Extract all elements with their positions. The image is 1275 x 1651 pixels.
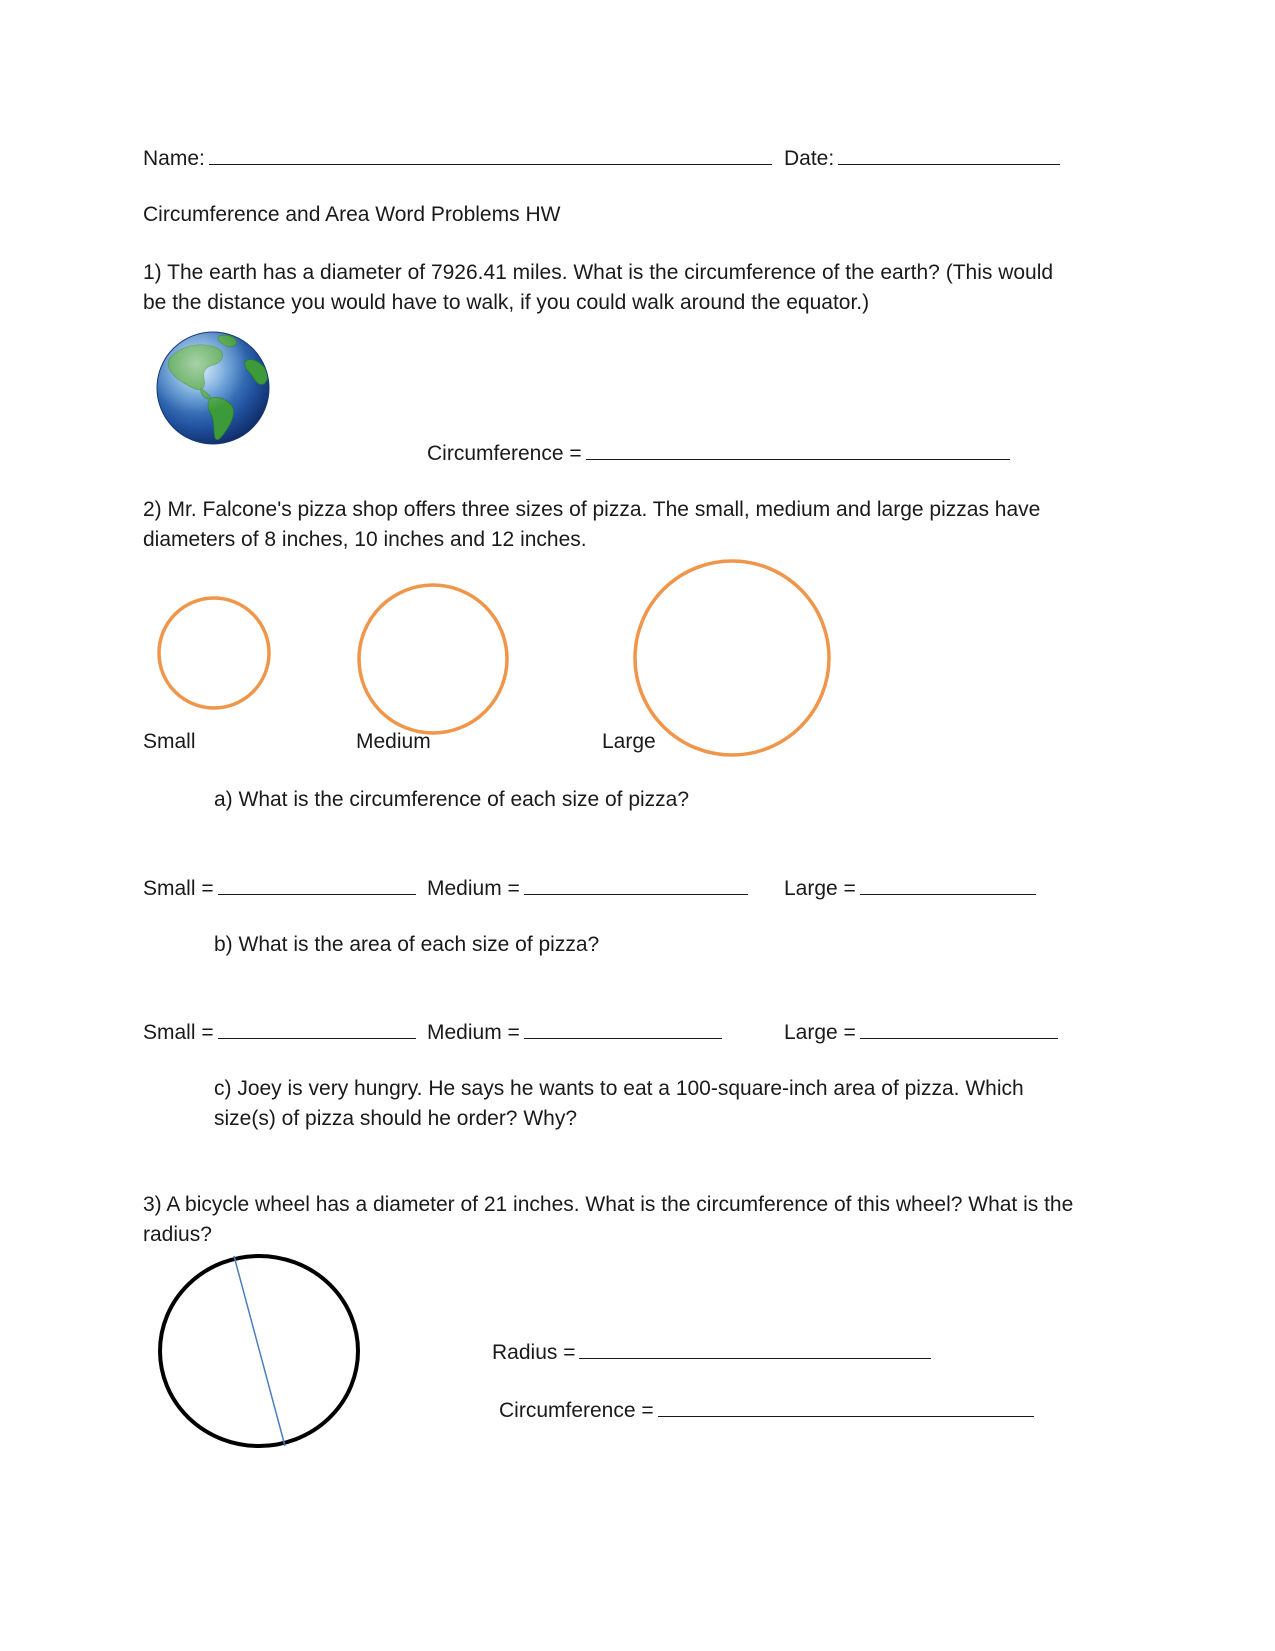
q3-radius-label: Radius = [492,1341,576,1364]
part-b-question: b) What is the area of each size of pizza? [214,933,600,956]
medium-pizza-circle [359,585,507,733]
part-a-question: a) What is the circumference of each size of pizza? [214,788,690,811]
q3-circumference-answer[interactable] [499,1394,1034,1426]
part-b-medium-blank[interactable] [524,1016,722,1039]
q1-circumference-blank[interactable] [586,437,1010,460]
question-1-text: 1) The earth has a diameter of 7926.41 miles. What is the circumference of the earth? (This would be the distance you would have to walk, if you could walk around the equator.) [143,261,1054,314]
date-label: Date: [784,147,835,170]
earth-globe-icon [155,330,271,446]
part-b-small-label: Small = [143,1021,214,1044]
pizza-sizes-diagram [150,560,850,760]
medium-pizza-label: Medium [356,730,431,753]
part-c-question: c) Joey is very hungry. He says he wants to eat a 100-square-inch area of pizza. Which size(s) of pizza should he order? Why? [214,1077,1024,1130]
date-field[interactable] [784,142,1060,174]
part-a-small-answer[interactable] [143,872,416,904]
question-3-text: 3) A bicycle wheel has a diameter of 21 inches. What is the circumference of this wheel? What is the radius? [143,1193,1074,1246]
part-a-large-blank[interactable] [860,872,1036,895]
bicycle-wheel-diagram [150,1250,370,1460]
small-pizza-label: Small [143,730,196,753]
part-a-medium-answer[interactable] [427,872,748,904]
part-b-large-answer[interactable] [784,1016,1058,1048]
name-label: Name: [143,147,205,170]
part-b-small-blank[interactable] [218,1016,416,1039]
large-pizza-circle [635,561,829,755]
part-b-large-blank[interactable] [860,1016,1058,1039]
part-a-large-label: Large = [784,877,856,900]
part-b-medium-answer[interactable] [427,1016,722,1048]
q3-circumference-label: Circumference = [499,1399,654,1422]
part-b-large-label: Large = [784,1021,856,1044]
q1-circumference-label: Circumference = [427,442,582,465]
worksheet-title: Circumference and Area Word Problems HW [143,203,561,226]
part-a-small-blank[interactable] [218,872,416,895]
part-a-small-label: Small = [143,877,214,900]
q3-radius-answer[interactable] [492,1336,931,1368]
wheel-diameter-line [234,1256,285,1446]
part-b-small-answer[interactable] [143,1016,416,1048]
part-b-medium-label: Medium = [427,1021,520,1044]
q3-radius-blank[interactable] [579,1336,931,1359]
question-2-text: 2) Mr. Falcone's pizza shop offers three sizes of pizza. The small, medium and large pizzas have diameters of 8 inches, 10 inches and 12 inches. [143,498,1041,551]
small-pizza-circle [159,598,269,708]
name-field[interactable] [143,142,772,174]
name-blank[interactable] [209,142,772,165]
part-a-large-answer[interactable] [784,872,1036,904]
q1-circumference-answer[interactable] [427,437,1010,469]
part-a-medium-label: Medium = [427,877,520,900]
part-a-medium-blank[interactable] [524,872,748,895]
q3-circumference-blank[interactable] [658,1394,1034,1417]
large-pizza-label: Large [602,730,656,753]
date-blank[interactable] [838,142,1060,165]
